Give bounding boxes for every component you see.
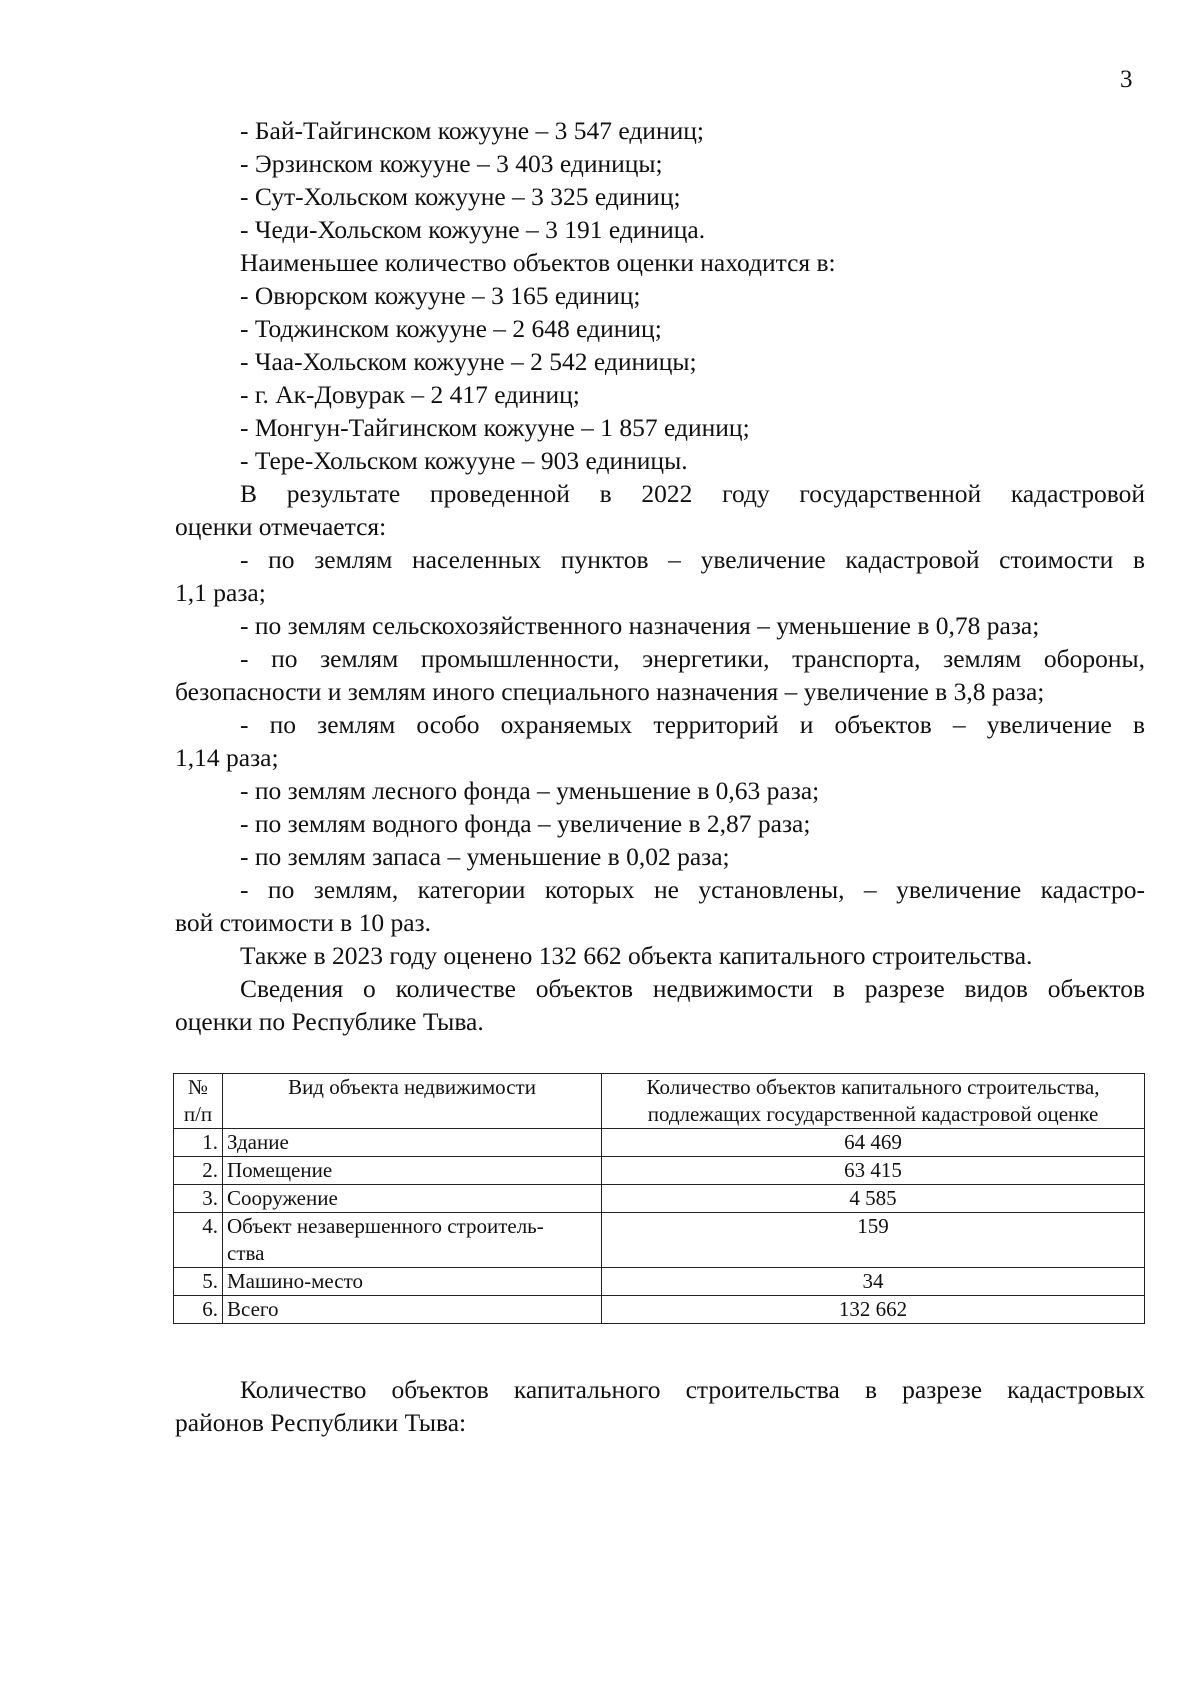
row-num: 1. (174, 1129, 223, 1157)
paragraph-line: Наименьшее количество объектов оценки находится в: (240, 248, 836, 277)
row-type-line: Объект незавершенного строитель- (227, 1214, 544, 1238)
closing-paragraph (175, 1373, 1145, 1439)
page-body (175, 114, 1145, 1038)
paragraph-line: Сведения о количестве объектов недвижимости в разрезе видов объектов (240, 974, 1145, 1003)
list-item: - г. Ак-Довурак – 2 417 единиц; (240, 380, 580, 409)
row-count: 34 (602, 1268, 1145, 1296)
table-row (174, 1213, 1145, 1268)
paragraph-line: 1,1 раза; (175, 578, 266, 607)
paragraph-line: районов Республики Тыва: (175, 1408, 467, 1437)
paragraph-line: - по землям сельскохозяйственного назначения – уменьшение в 0,78 раза; (240, 611, 1040, 640)
row-num: 6. (174, 1296, 223, 1324)
table-row (174, 1296, 1145, 1324)
paragraph-line: - по землям промышленности, энергетики, транспорта, землям обороны, (240, 644, 1145, 673)
row-count: 132 662 (602, 1296, 1145, 1324)
row-num: 4. (174, 1213, 223, 1268)
row-type (223, 1213, 602, 1268)
row-count: 159 (602, 1213, 1145, 1268)
paragraph-line: оценки отмечается: (175, 512, 387, 541)
header-num (174, 1074, 223, 1129)
row-type: Сооружение (223, 1185, 602, 1213)
paragraph-line: Количество объектов капитального строительства в разрезе кадастровых (240, 1375, 1145, 1404)
row-type: Помещение (223, 1157, 602, 1185)
paragraph-line: безопасности и землям иного специального назначения – увеличение в 3,8 раза; (175, 677, 1045, 706)
row-type-line: ства (227, 1241, 265, 1265)
paragraph-line: - по землям водного фонда – увеличение в 2,87 раза; (240, 809, 811, 838)
row-count: 63 415 (602, 1157, 1145, 1185)
paragraph-line: 1,14 раза; (175, 743, 279, 772)
row-count: 4 585 (602, 1185, 1145, 1213)
header-num-line: № (187, 1075, 209, 1099)
row-type: Машино-место (223, 1268, 602, 1296)
header-count-line: подлежащих государственной кадастровой оценке (647, 1102, 1099, 1126)
paragraph-line: - по землям лесного фонда – уменьшение в 0,63 раза; (240, 776, 820, 805)
paragraph-line: оценки по Республике Тыва. (175, 1007, 484, 1036)
list-item: - Монгун-Тайгинском кожууне – 1 857 единиц; (240, 413, 750, 442)
list-item: - Эрзинском кожууне – 3 403 единицы; (240, 149, 663, 178)
row-num: 2. (174, 1157, 223, 1185)
table-row (174, 1268, 1145, 1296)
paragraph-line: Также в 2023 году оценено 132 662 объекта капитального строительства. (240, 941, 1033, 970)
table-row (174, 1129, 1145, 1157)
page-number: 3 (1120, 66, 1133, 93)
header-count-line: Количество объектов капитального строительства, (646, 1075, 1100, 1099)
list-item: - Тере-Хольском кожууне – 903 единицы. (240, 446, 688, 475)
paragraph-line: - по землям населенных пунктов – увеличение кадастровой стоимости в (240, 545, 1145, 574)
objects-table (173, 1073, 1145, 1324)
row-count: 64 469 (602, 1129, 1145, 1157)
list-item: - Сут-Хольском кожууне – 3 325 единиц; (240, 182, 681, 211)
header-num-line: п/п (183, 1102, 213, 1126)
row-num: 3. (174, 1185, 223, 1213)
row-type: Всего (223, 1296, 602, 1324)
list-item: - Чаа-Хольском кожууне – 2 542 единицы; (240, 347, 697, 376)
list-item: - Тоджинском кожууне – 2 648 единиц; (240, 314, 662, 343)
paragraph-line: В результате проведенной в 2022 году государственной кадастровой (240, 479, 1145, 508)
paragraph-line: - по землям, категории которых не установлены, – увеличение кадастро- (240, 875, 1145, 904)
header-count (602, 1074, 1145, 1129)
row-type: Здание (223, 1129, 602, 1157)
list-item: - Бай-Тайгинском кожууне – 3 547 единиц; (240, 116, 704, 145)
row-num: 5. (174, 1268, 223, 1296)
header-type: Вид объекта недвижимости (223, 1074, 602, 1129)
table-row (174, 1185, 1145, 1213)
paragraph-line: вой стоимости в 10 раз. (175, 908, 431, 937)
list-item: - Овюрском кожууне – 3 165 единиц; (240, 281, 641, 310)
table-row (174, 1157, 1145, 1185)
paragraph-line: - по землям запаса – уменьшение в 0,02 раза; (240, 842, 730, 871)
list-item: - Чеди-Хольском кожууне – 3 191 единица. (240, 215, 706, 244)
paragraph-line: - по землям особо охраняемых территорий и объектов – увеличение в (240, 710, 1145, 739)
table-header-row (174, 1074, 1145, 1129)
